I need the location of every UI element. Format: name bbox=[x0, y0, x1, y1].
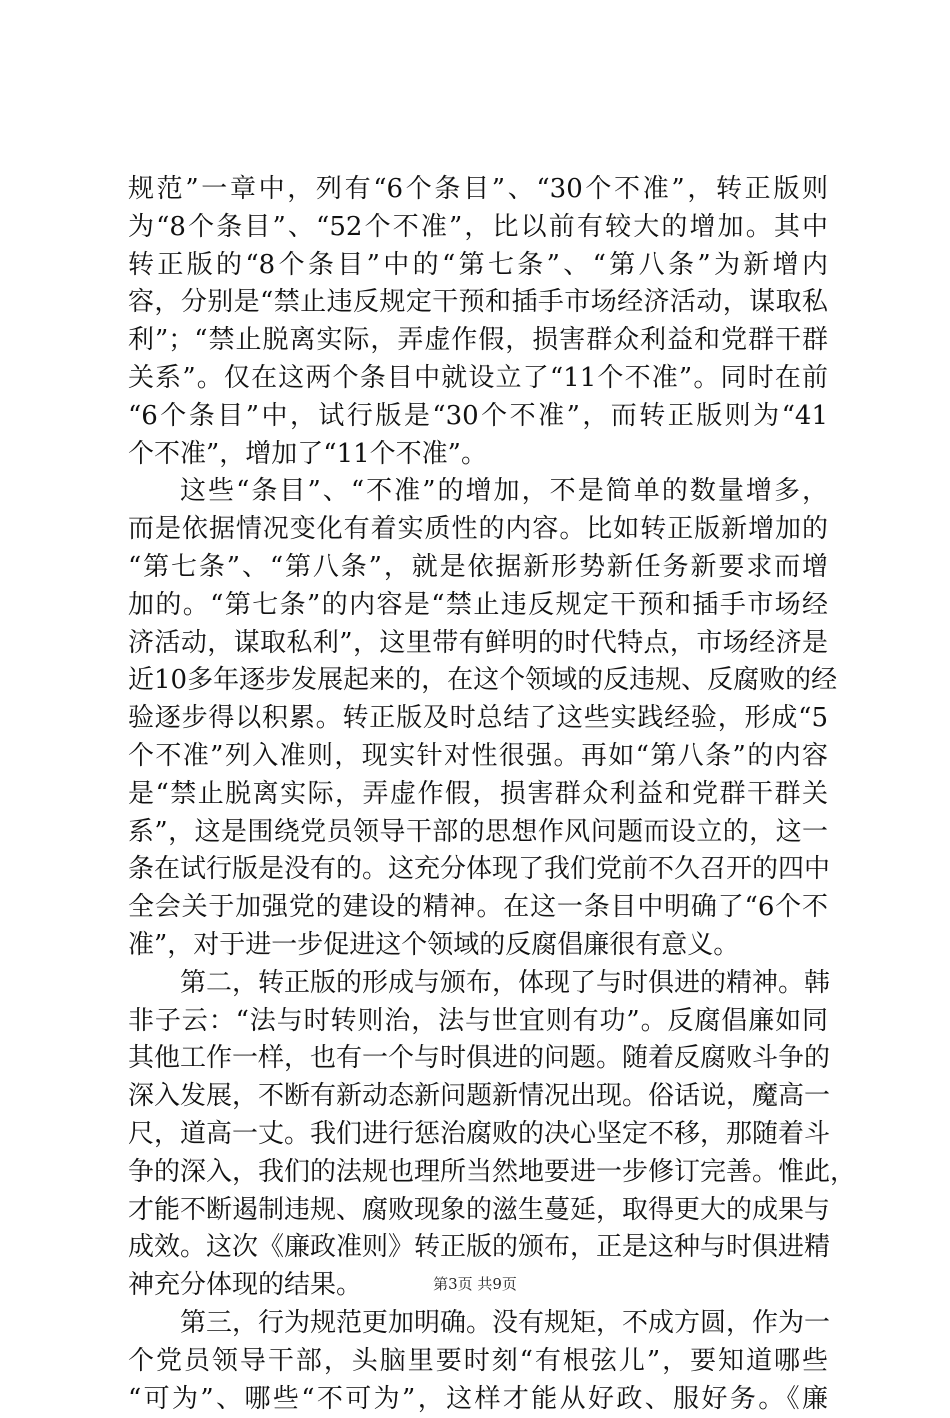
text-line: “可为”、哪些“不可为”，这样才能从好政、服好务。《廉 bbox=[128, 1381, 828, 1418]
text-line: 容，分别是“禁止违反规定干预和插手市场经济活动，谋取私 bbox=[128, 284, 828, 322]
page-footer: 第3页 共9页 bbox=[0, 1274, 950, 1294]
text-line: 个党员领导干部，头脑里要时刻“有根弦儿”，要知道哪些 bbox=[128, 1343, 828, 1381]
text-line: 这些“条目”、“不准”的增加，不是简单的数量增多， bbox=[128, 473, 828, 511]
text-line: 是“禁止脱离实际，弄虚作假，损害群众利益和党群干群关 bbox=[128, 776, 828, 814]
text-line: 争的深入，我们的法规也理所当然地要进一步修订完善。惟此， bbox=[128, 1154, 828, 1192]
text-line: “6个条目”中，试行版是“30个不准”，而转正版则为“41 bbox=[128, 398, 828, 436]
text-line: 关系”。仅在这两个条目中就设立了“11个不准”。同时在前 bbox=[128, 360, 828, 398]
text-line: 全会关于加强党的建设的精神。在这一条目中明确了“6个不 bbox=[128, 889, 828, 927]
text-line: 神充分体现的结果。 bbox=[128, 1267, 828, 1305]
text-line: 准”，对于进一步促进这个领域的反腐倡廉很有意义。 bbox=[128, 927, 828, 965]
text-line: 深入发展，不断有新动态新问题新情况出现。俗话说，魔高一 bbox=[128, 1078, 828, 1116]
text-line: 尺，道高一丈。我们进行惩治腐败的决心坚定不移，那随着斗 bbox=[128, 1116, 828, 1154]
text-line: 非子云：“法与时转则治，法与世宜则有功”。反腐倡廉如同 bbox=[128, 1003, 828, 1041]
text-line: 才能不断遏制违规、腐败现象的滋生蔓延，取得更大的成果与 bbox=[128, 1192, 828, 1230]
text-line: 利”；“禁止脱离实际，弄虚作假，损害群众利益和党群干群 bbox=[128, 322, 828, 360]
text-line: 第二，转正版的形成与颁布，体现了与时俱进的精神。韩 bbox=[128, 965, 828, 1003]
text-line: 验逐步得以积累。转正版及时总结了这些实践经验，形成“5 bbox=[128, 700, 828, 738]
text-line: 条在试行版是没有的。这充分体现了我们党前不久召开的四中 bbox=[128, 851, 828, 889]
text-line: 个不准”列入准则，现实针对性很强。再如“第八条”的内容 bbox=[128, 738, 828, 776]
body-text bbox=[128, 171, 828, 1418]
text-line: 其他工作一样，也有一个与时俱进的问题。随着反腐败斗争的 bbox=[128, 1040, 828, 1078]
text-line: 规范”一章中，列有“6个条目”、“30个不准”，转正版则 bbox=[128, 171, 828, 209]
text-line: 而是依据情况变化有着实质性的内容。比如转正版新增加的 bbox=[128, 511, 828, 549]
text-line: 为“8个条目”、“52个不准”，比以前有较大的增加。其中 bbox=[128, 209, 828, 247]
text-line: 个不准”，增加了“11个不准”。 bbox=[128, 436, 828, 474]
text-line: 近10多年逐步发展起来的，在这个领域的反违规、反腐败的经 bbox=[128, 662, 828, 700]
text-line: 成效。这次《廉政准则》转正版的颁布，正是这种与时俱进精 bbox=[128, 1229, 828, 1267]
text-line: 转正版的“8个条目”中的“第七条”、“第八条”为新增内 bbox=[128, 247, 828, 285]
text-line: 系”，这是围绕党员领导干部的思想作风问题而设立的，这一 bbox=[128, 814, 828, 852]
text-line: 加的。“第七条”的内容是“禁止违反规定干预和插手市场经 bbox=[128, 587, 828, 625]
text-line: 济活动，谋取私利”，这里带有鲜明的时代特点，市场经济是 bbox=[128, 625, 828, 663]
text-line: 第三，行为规范更加明确。没有规矩，不成方圆，作为一 bbox=[128, 1305, 828, 1343]
text-line: “第七条”、“第八条”，就是依据新形势新任务新要求而增 bbox=[128, 549, 828, 587]
